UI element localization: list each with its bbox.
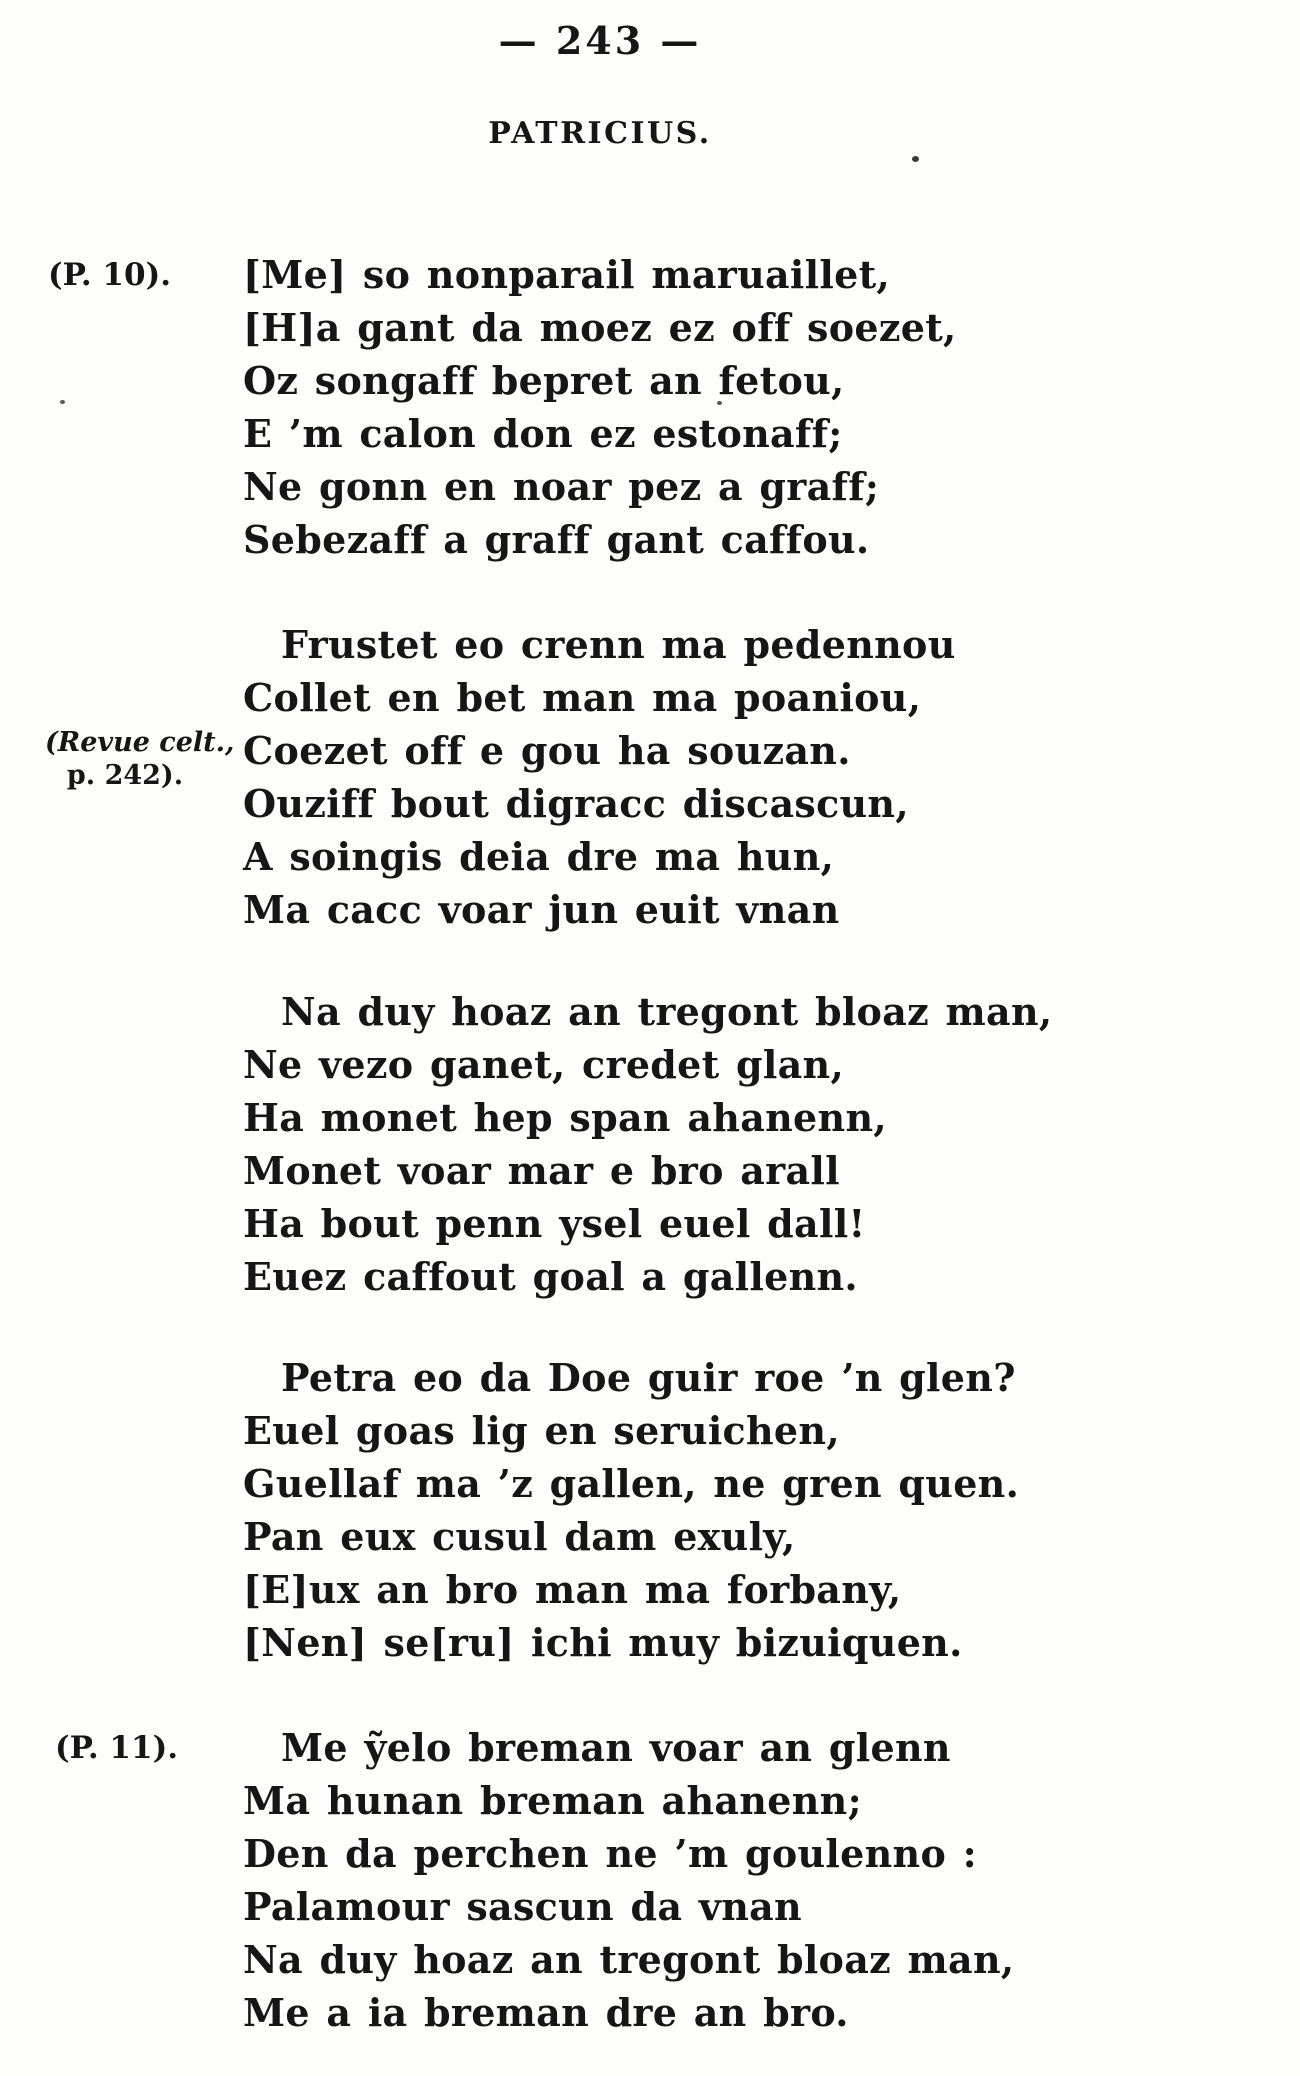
- page-title: PATRICIUS.: [488, 116, 712, 151]
- poem-stanza-5: [243, 1721, 1014, 2039]
- verse-line: [Me] so nonparail maruaillet,: [243, 252, 891, 297]
- page-number: — 243 —: [498, 18, 702, 63]
- verse-line: [Nen] se[ru] ichi muy bizuiquen.: [243, 1620, 963, 1665]
- verse-line: Pan eux cusul dam exuly,: [243, 1514, 796, 1559]
- verse-line: Oz songaff bepret an fetou,: [243, 358, 845, 403]
- verse-line: A soingis deia dre ma hun,: [243, 834, 835, 879]
- verse-line: E ’m calon don ez estonaff;: [243, 411, 843, 456]
- verse-line: Euez caffout goal a gallenn.: [243, 1254, 858, 1299]
- verse-line: [H]a gant da moez ez off soezet,: [243, 305, 957, 350]
- poem-stanza-4: [243, 1351, 1019, 1669]
- verse-line: Petra eo da Doe guir roe ’n glen?: [281, 1355, 1016, 1400]
- verse-line: Me ỹelo breman voar an glenn: [281, 1725, 951, 1770]
- verse-line: Ma hunan breman ahanenn;: [243, 1778, 862, 1823]
- verse-line: [E]ux an bro man ma forbany,: [243, 1567, 902, 1612]
- margin-note-revue-line1: (Revue celt.,: [45, 727, 235, 758]
- margin-note-p10: (P. 10).: [48, 257, 172, 293]
- verse-line: Palamour sascun da vnan: [243, 1884, 802, 1929]
- verse-line: Ouziff bout digracc discascun,: [243, 781, 909, 826]
- poem-stanza-1: [243, 248, 957, 566]
- verse-line: Me a ia breman dre an bro.: [243, 1990, 849, 2035]
- poem-stanza-3: [243, 985, 1052, 1303]
- ink-speck: [912, 156, 919, 162]
- verse-line: Ha bout penn ysel euel dall!: [243, 1201, 866, 1246]
- verse-line: Monet voar mar e bro arall: [243, 1148, 840, 1193]
- verse-line: Ne vezo ganet, credet glan,: [243, 1042, 845, 1087]
- margin-note-revue-line2: p. 242).: [66, 760, 184, 791]
- margin-note-revue: [45, 726, 235, 792]
- verse-line: Ha monet hep span ahanenn,: [243, 1095, 887, 1140]
- verse-line: Ne gonn en noar pez a graff;: [243, 464, 880, 509]
- verse-line: Euel goas lig en seruichen,: [243, 1408, 840, 1453]
- verse-line: Coezet off e gou ha souzan.: [243, 728, 851, 773]
- ink-speck: [60, 400, 65, 404]
- poem-stanza-2: [243, 618, 956, 936]
- verse-line: Ma cacc voar jun euit vnan: [243, 887, 840, 932]
- verse-line: Guellaf ma ’z gallen, ne gren quen.: [243, 1461, 1020, 1506]
- verse-line: Den da perchen ne ’m goulenno :: [243, 1831, 977, 1876]
- verse-line: Na duy hoaz an tregont bloaz man,: [243, 1937, 1015, 1982]
- margin-note-p11: (P. 11).: [55, 1730, 179, 1766]
- verse-line: Na duy hoaz an tregont bloaz man,: [281, 989, 1053, 1034]
- verse-line: Collet en bet man ma poaniou,: [243, 675, 922, 720]
- verse-line: Sebezaff a graff gant caffou.: [243, 517, 870, 562]
- verse-line: Frustet eo crenn ma pedennou: [281, 622, 956, 667]
